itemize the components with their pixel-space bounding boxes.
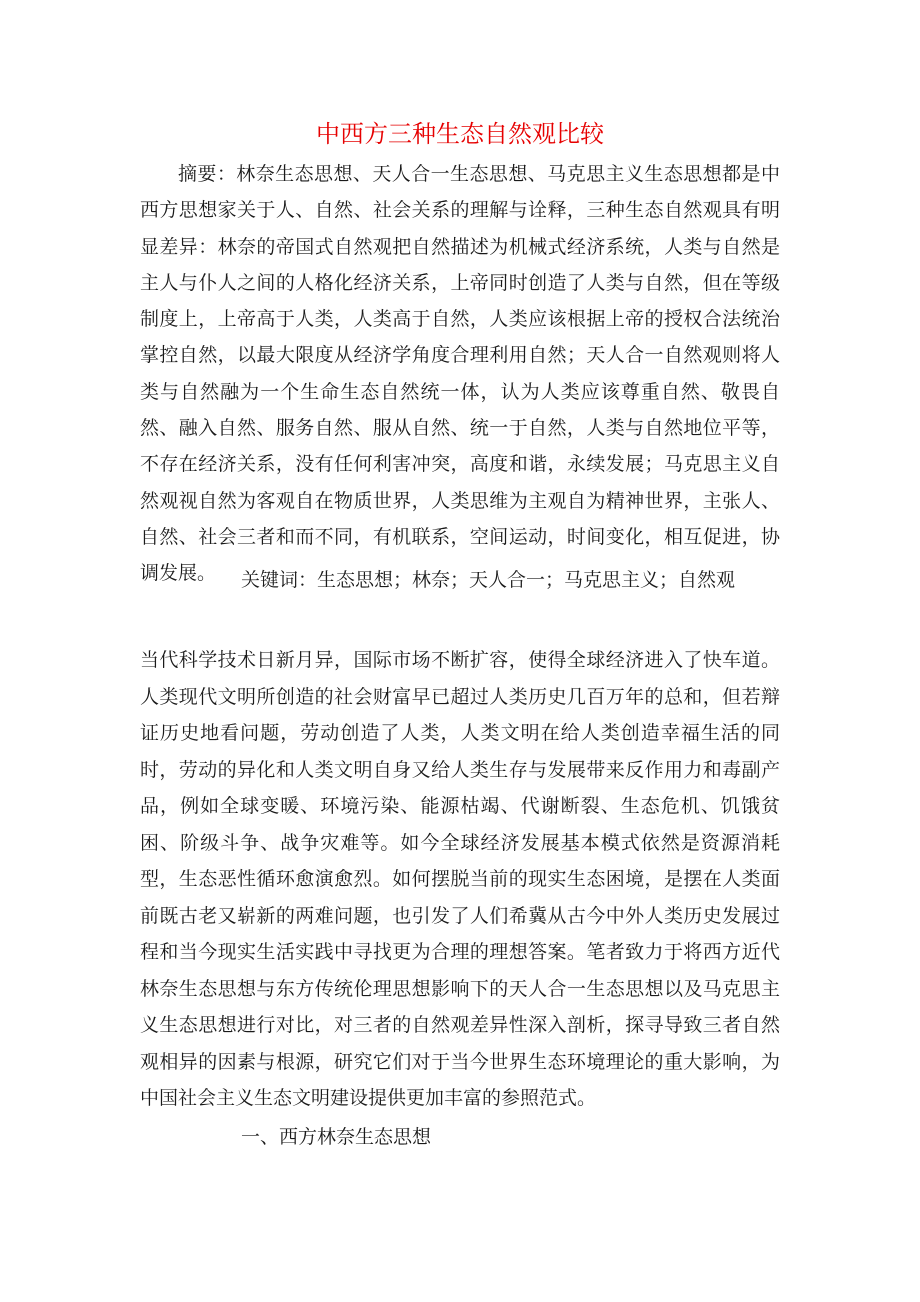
document-title: 中西方三种生态自然观比较 bbox=[316, 120, 604, 148]
section-heading: 一、西方林奈生态思想 bbox=[241, 1126, 432, 1148]
keywords-line: 关键词：生态思想；林奈；天人合一；马克思主义；自然观 bbox=[241, 569, 736, 591]
intro-paragraph: 当代科学技术日新月异，国际市场不断扩容，使得全球经济进入了快车道。人类现代文明所创造的社会财富早已超过人类历史几百万年的总和，但若辩证历史地看问题，劳动创造了人类，人类文明在给人类创造幸福生活的同时，劳动的异化和人类文明自身又给人类生存与发展带来反作用力和毒副产品，例如全球变暖、环境污染、能源枯竭、代谢断裂、生态危机、饥饿贫困、阶级斗争、战争灾难等。如今全球经济发展基本模式依然是资源消耗型，生态恶性循环愈演愈烈。如何摆脱当前的现实生态困境，是摆在人类面前既古老又崭新的两难问题，也引发了人们希冀从古今中外人类历史发展过程和当今现实生活实践中寻找更为合理的理想答案。笔者致力于将西方近代林奈生态思想与东方传统伦理思想影响下的天人合一生态思想以及马克思主义生态思想进行对比，对三者的自然观差异性深入剖析，探寻导致三者自然观相异的因素与根源，研究它们对于当今世界生态环境理论的重大影响，为中国社会主义生态文明建设提供更加丰富的参照范式。 bbox=[140, 649, 780, 1109]
abstract-paragraph: 摘要：林奈生态思想、天人合一生态思想、马克思主义生态思想都是中西方思想家关于人、自然、社会关系的理解与诠释，三种生态自然观具有明显差异：林奈的帝国式自然观把自然描述为机械式经济系统，人类与自然是主人与仆人之间的人格化经济关系，上帝同时创造了人类与自然，但在等级制度上，上帝高于人类，人类高于自然，人类应该根据上帝的授权合法统治掌控自然，以最大限度从经济学角度合理利用自然；天人合一自然观则将人类与自然融为一个生命生态自然统一体，认为人类应该尊重自然、敬畏自然、融入自然、服务自然、服从自然、统一于自然，人类与自然地位平等，不存在经济关系，没有任何利害冲突，高度和谐，永续发展；马克思主义自然观视自然为客观自在物质世界，人类思维为主观自为精神世界，主张人、自然、社会三者和而不同，有机联系，空间运动，时间变化，相互促进，协调发展。 bbox=[140, 163, 780, 585]
